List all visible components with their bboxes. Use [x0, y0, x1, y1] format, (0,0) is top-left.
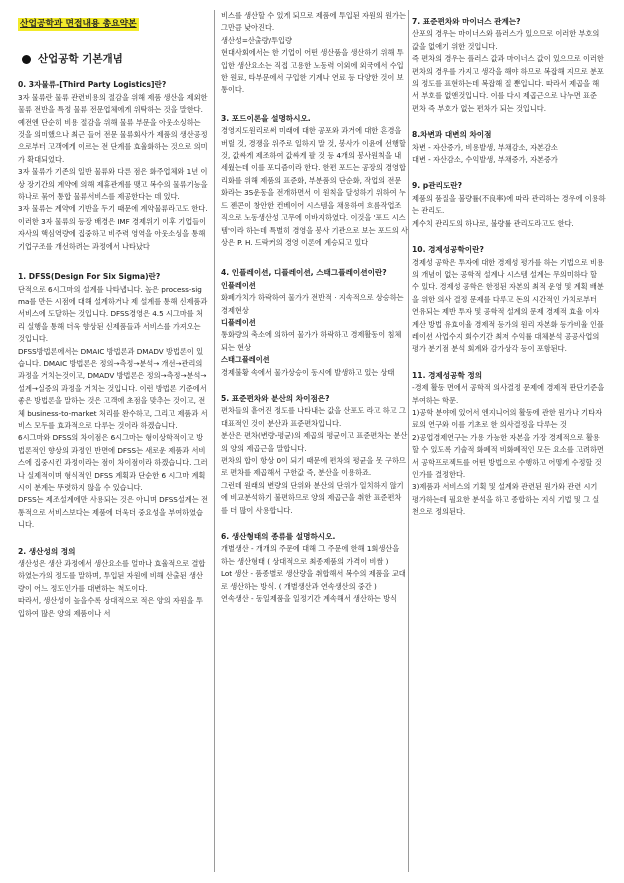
- q8-title: 8.차변과 대변의 차이점: [412, 130, 492, 140]
- column-divider: [214, 10, 215, 872]
- q7-title: 7. 표준편차와 마이너스 관계는?: [412, 17, 521, 26]
- q3-body: 경영지도원리로써 미래에 대한 공포와 과거에 대한 흔경을 버릴 것, 경쟁을 위주로 일하지 말 것, 봉사가 이윤에 선행할 것, 값싸게 제조하여 값싸게 팔 것 등 4개의 봉사원칙을 내세웠는데 이를 포디즘이라 한다. 한편 포드는 공장의 경영합리화를 위해 제품의 표준화, 부분품의 단순화, 작업의 전문화라는 3S운동을 전개하면서 이 원칙을 달성하기 위하여 누드 젠콘이 창안한 컨베이어 시스템을 채용하여 흐름작업조직으로 노동생산성 고무에 이바지하였다. 이것을 '포드 시스템'이라 하는데 특별히 경영을 봉사 기관으로 보는 포드의 사상은 P. H. 드락커의 경영 이론에 계승되고 있다: [221, 126, 408, 247]
- q0-body: 3자 물류란 물류 관련비용의 절감을 위해 제품 생산을 제외한 물류 전반을 특정 물류 전문업체에게 위탁하는 것을 말한다. 예전엔 단순히 비용 절감을 위해 물류 부문을 아웃소싱하는 것을 의미했으나 최근 들어 전문 물류회사가 제품의 생산공정으로부터 고객에게 이르는 전 단계를 효율화하는 것으로 의미가 확대되었다. 3자 물류가 기존의 일반 물류와 다른 점은 화주업체와 1년 이상 장기간의 계약에 의해 제휴관계를 맺고 복수의 물류기능을 하나로 묶어 통합 물류서비스를 제공한다는 데 있다. 3자 물류는 계약에 기반을 두기 때문에 계약물류라고도 한다. 이러한 3자 물류의 등장 배경은 IMF 경제위기 이후 기업들이 자사의 핵심역량에 집중하고 비주력 영역을 아웃소싱을 통해 기업구조를 개선하려는 과정에서 나타났다: [18, 92, 208, 251]
- q2-body: 생산성은 생산 과정에서 생산요소를 얼마나 효율적으로 결합하였는가의 정도를 말하며, 투입된 자원에 비해 산출된 생산량이 어느 정도인가를 대변하는 척도이다. 따라서, 생산성이 높을수록 상대적으로 적은 양의 자원을 투입하여 많은 양의 제품이나 서: [18, 559, 206, 618]
- q2-title: 2. 생산성의 정의: [18, 546, 76, 556]
- column-1: [18, 10, 208, 872]
- document-title: 산업공학과 면접내용 총요약본: [20, 19, 137, 29]
- q1-body: 단적으로 6시그마의 설계를 나타냅니다. 높은 process-sigma를 만든 시점에 대해 설계하거나 제 설계를 통해 신제품과 서비스에 도달하는 것입니다. DFSS경영은 4.5 시그마를 처리 실행을 통해 더욱 향상된 신제품들과 서비스를 가져오는 것입니다. DFSS방법론에서는 DMAIC 방법론과 DMADV 방법론이 있습니다. DMAIC 방법론은 정의→측정→분석→ 개선→관리의 과정을 거치는것이고, DMADV 방법론은 정의→측정→분석→설계→실증의 과정을 거치는 것입니다. 이런 방법론 기준에서 좋은 방법론을 말하는 것은 고객에 초점을 맞추는 것이고, 전체 business-to-market 처리를 완수하고, 그리고 제품과 서비스 모두를 효과적으로 다루는 것이라 하겠습니다. 6시그마와 DFSS의 차이점은 6시그마는 형이상학적이고 방법론적인 향상의 과정인 반면에 DFSS는 새로운 제품과 서비스에 집중시킨 과정이라는 점이 차이점이라 하겠습니다. 그러나 실제적이며 형식적인 DFSS 계획과 단순한 6 시그마 계획시이 분계는 뚜렷하지 않을 수 있습니다. DFSS는 제조설계에만 사용되는 것은 아니며 DFSS설계는 전통적으로 서비스보다는 제품에 더욱더 중요성을 부여하였습니다.: [18, 284, 208, 530]
- q6-body: 개별생산 - 개개의 주문에 대해 그 주문에 한해 1회생산을 하는 생산형태 ( 상대적으로 최종제품의 가격이 비쌈 ) Lot 생산 - 품종별로 생산량을 취합해서 복수의 제품을 교대로 생산하는 방식. ( 개별생산과 연속생산의 중간 ) 연속생산 - 동일제품을 일정기간 계속해서 생산하는 방식: [221, 544, 406, 604]
- q4-deflation-body: 통화량의 축소에 의하여 물가가 하락하고 경제활동이 침체되는 현상: [221, 330, 402, 352]
- q2-continued: 비스를 생산할 수 있게 되므로 제품에 투입된 자원의 원가는 그만큼 낮아진다. 생산성=산출량/투입량 현대사회에서는 한 기업이 어떤 생산품을 생산하기 위해 투입한 생산요소는 직접 고용한 노동력 이외에 외국에서 수입한 원료, 타부문에서 구입한 기계나 연료 등 다양한 것이 보통이다.: [221, 11, 406, 95]
- q11-body: -경제 활동 면에서 공학적 의사결정 문제에 경제적 판단기준을 부여하는 학문. 1)공학 분야에 있어서 엔지니어의 활동에 관한 원가나 기타자료의 연구와 이를 기초로 한 의사결정을 다루는 것 2)공업경제연구는 가용 가능한 자본을 가장 경제적으로 활용할 수 있도록 기술적 화폐적 비화폐적인 모든 요소를 고려하면서 공학프로젝트를 어떤 방법으로 수행하고 어떻게 수정할 것인가를 결정한다. 3)제품과 서비스의 기획 및 설계와 관련된 원가와 관련 시기 평가하는데 필요한 분석을 하고 종합하는 지식 기법 및 그 실천으로 정의된다.: [412, 383, 605, 517]
- column-3: [412, 10, 606, 872]
- q5-body: 편차들의 흩어진 정도를 나타내는 값을 산포도 라고 하고 그 대표적인 것이 분산과 표준편차입니다. 분산은 편차(변량-평균)의 제곱의 평균이고 표준편차는 분산의 양의 제곱근을 말합니다. 편차의 합이 항상 0이 되기 때문에 편차의 평균을 못 구하므로 편차를 제곱해서 구한값 즉, 분산을 이용하죠. 그런데 원래의 변량의 단위와 분산의 단위가 일치하지 않기에 비교분석하기 불편하므로 양의 제곱근을 취한 표준편차를 더 많이 사용합니다.: [221, 406, 408, 515]
- q4-stagflation-label: 스태그플레이션: [221, 355, 270, 365]
- q5-title: 5. 표준편차와 분산의 차이점은?: [221, 393, 330, 403]
- q10-body: 경제성 공학은 투자에 대한 경제성 평가를 하는 기법으로 비용의 개념이 없는 공학적 설계나 시스템 설계는 무의미하다 할 수 있다. 경제성 공학은 한정된 자본의 최적 운영 및 계획 배분을 위한 의사 결정 문제를 다루고 돈의 시간적인 가치로부터 연유되는 제반 투자 및 공학적 설계의 문제 경제적 효율 이자 계산 방법 유효이율 경제적 등가의 원리 자본화 등가비율 인플레이션 사업수지 회수기간 최저 수익률 대체분석 공공사업의 평가 분기점 분석 회계와 감가상각 등이 포함된다.: [412, 257, 604, 354]
- q4-stagflation-body: 경제불황 속에서 물가상승이 동시에 발생하고 있는 상태: [221, 367, 395, 377]
- q4-inflation-body: 화폐가치가 하락하여 물가가 전반적 · 지속적으로 상승하는 경제현상: [221, 293, 404, 315]
- q8-body: 차변 - 자산증가, 비용발생, 부채감소, 자본감소 대변 - 자산감소, 수익발생, 부채증가, 자본증가: [412, 142, 558, 165]
- q7-body: 산포의 경우는 마이너스와 플러스가 있으므로 이러한 부호의 값을 없애기 위한 것입니다. 즉 편차의 경우는 플러스 값과 마이너스 값이 있으므로 이러한 편차의 경우를 가지고 생각을 해야 하므로 복잡해 지므로 분포의 정도를 표현하는데 복잡해 질 뿐입니다. 따라서 제곱을 해서 부호를 없앤것입니다. 이를 다시 제곱근으로 나누면 표준 편차 즉 부호가 없는 편차가 되는 것입니다.: [412, 29, 604, 113]
- q4-inflation-label: 인플레이션: [221, 280, 256, 290]
- q9-body: 제품의 품질을 불량률(不良率)에 따라 관리하는 경우에 이용하는 관리도. 계수치 관리도의 하나로, 불량률 관리도라고도 한다.: [412, 193, 606, 228]
- section-heading-text: 산업공학 기본개념: [38, 53, 123, 65]
- q4-deflation-label: 디플레이션: [221, 317, 256, 327]
- q0-title: 0. 3자물류-[Third Party Logistics]란?: [18, 80, 167, 90]
- q11-title: 11. 경제성공학 정의: [412, 370, 483, 380]
- section-heading: [22, 53, 208, 65]
- q4-title: 4. 인플레이션, 디플레이션, 스태그플레이션이란?: [221, 268, 387, 278]
- q10-title: 10. 경제성공학이란?: [412, 245, 484, 255]
- q9-title: 9. p관리도란?: [412, 181, 462, 191]
- column-2: [221, 10, 408, 872]
- q6-title: 6. 생산형태의 종류를 설명하시오.: [221, 532, 336, 542]
- q3-title: 3. 포드이론을 설명하시오.: [221, 113, 311, 123]
- column-divider: [408, 10, 409, 872]
- bullet-icon: [22, 55, 31, 64]
- q1-title: 1. DFSS(Design For Six Sigma)란?: [18, 272, 161, 282]
